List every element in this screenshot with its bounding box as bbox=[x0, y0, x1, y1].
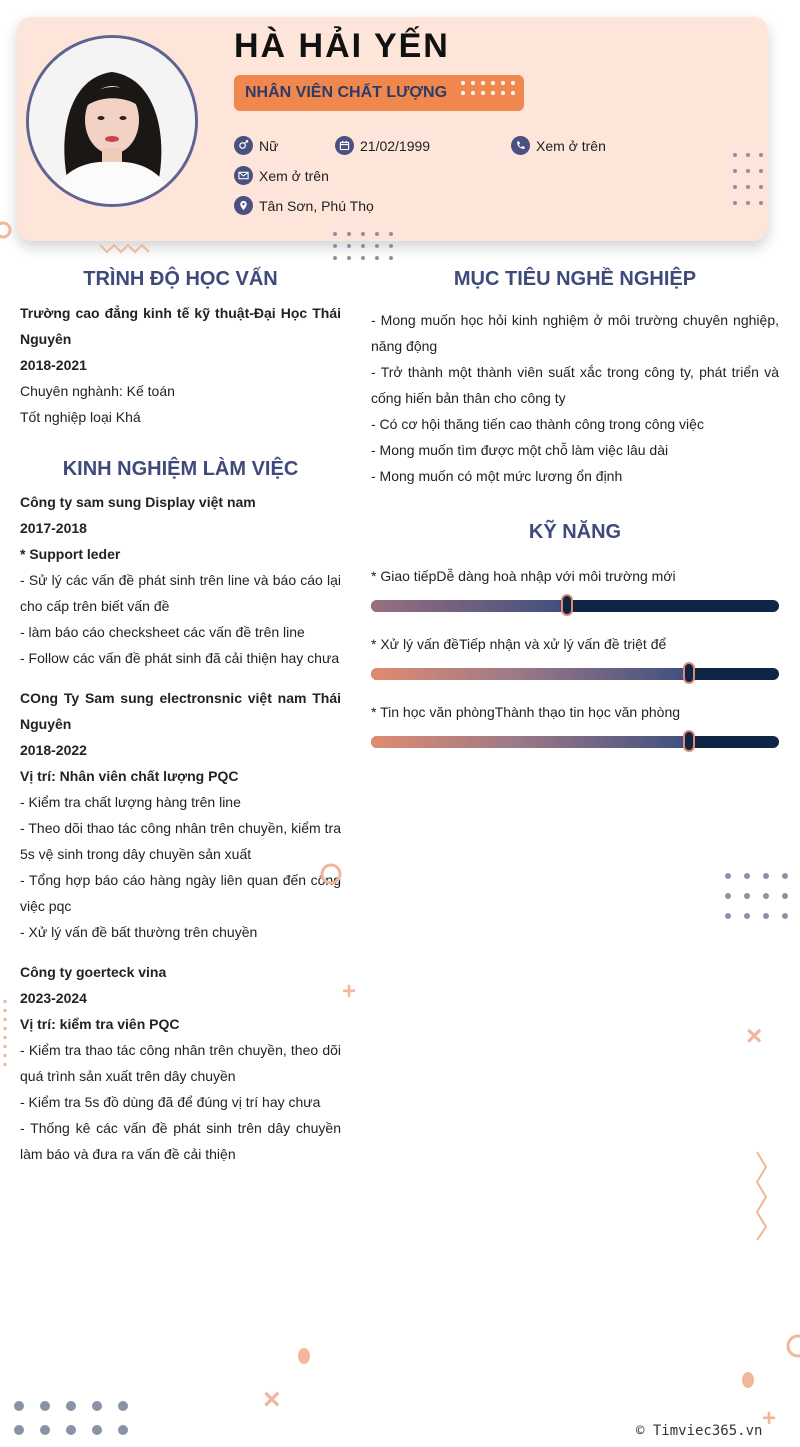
objective-item: - Mong muốn tìm được một chỗ làm việc lâu dài bbox=[371, 442, 669, 458]
job-task: - làm báo cáo checksheet các vấn đề trên line bbox=[20, 624, 305, 640]
phone-icon bbox=[511, 136, 530, 155]
calendar-icon bbox=[335, 136, 354, 155]
plus-decoration-bottom: + bbox=[762, 1405, 777, 1432]
skill-label: * Xử lý vấn đềTiếp nhận và xử lý vấn đề triệt để bbox=[371, 636, 667, 652]
footer-credit: © Timviec365.vn bbox=[636, 1423, 763, 1439]
zigzag-vertical-decoration bbox=[754, 1150, 770, 1242]
gender-value: Nữ bbox=[259, 137, 279, 154]
job-role: Vị trí: Nhân viên chất lượng PQC bbox=[20, 768, 239, 784]
gender-row bbox=[234, 136, 278, 155]
avatar-illustration bbox=[29, 38, 195, 204]
job-title: NHÂN VIÊN CHẤT LƯỢNG bbox=[245, 84, 448, 101]
job-period: 2018-2022 bbox=[20, 742, 87, 758]
email-value: Xem ở trên bbox=[259, 167, 329, 184]
ring-decoration-right bbox=[782, 1330, 800, 1362]
experience-section bbox=[20, 489, 341, 1167]
cross-decoration: × bbox=[746, 1020, 763, 1051]
skill-label: * Giao tiếpDễ dàng hoà nhập với môi trường mới bbox=[371, 568, 676, 584]
objective-item: - Mong muốn có một mức lương ổn định bbox=[371, 468, 623, 484]
ring-decoration-left bbox=[0, 219, 14, 241]
profile-photo bbox=[26, 35, 198, 207]
ring-decoration-center bbox=[320, 861, 342, 887]
skills-title: KỸ NĂNG bbox=[528, 521, 622, 543]
education-grade: Tốt nghiệp loại Khá bbox=[20, 409, 141, 425]
job-task: - Theo dõi thao tác công nhân trên chuyền, kiểm tra 5s vệ sinh trong dây chuyền sản xuất bbox=[20, 820, 341, 862]
candidate-name: HÀ HẢI YẾN bbox=[234, 27, 450, 65]
skill-bar bbox=[371, 668, 779, 680]
job-task: - Follow các vấn đề phát sinh đã cải thiện hay chưa bbox=[20, 650, 340, 666]
bottom-dots-decoration bbox=[14, 1401, 128, 1435]
skill-bar-fill bbox=[371, 668, 689, 680]
cross-decoration-bottom: × bbox=[263, 1383, 281, 1416]
education-title: TRÌNH ĐỘ HỌC VẤN bbox=[83, 268, 278, 290]
job-task: - Kiểm tra chất lượng hàng trên line bbox=[20, 794, 241, 810]
job-role: * Support leder bbox=[20, 546, 121, 562]
address-value: Tân Sơn, Phú Thọ bbox=[259, 197, 374, 214]
objective-section bbox=[371, 307, 779, 489]
experience-title: KINH NGHIỆM LÀM VIỆC bbox=[62, 458, 299, 480]
header-dots-decoration bbox=[733, 153, 763, 205]
oval-decoration-small bbox=[740, 1370, 756, 1390]
education-period: 2018-2021 bbox=[20, 357, 87, 373]
job-task: - Tổng hợp báo cáo hàng ngày liên quan đến công việc pqc bbox=[20, 872, 341, 914]
objective-title: MỤC TIÊU NGHỀ NGHIỆP bbox=[453, 268, 697, 290]
job-period: 2023-2024 bbox=[20, 990, 87, 1006]
skill-bar-fill bbox=[371, 600, 567, 612]
right-dots-decoration bbox=[725, 873, 788, 919]
skill-bar-fill bbox=[371, 736, 689, 748]
objective-item: - Mong muốn học hỏi kinh nghiệm ở môi trường chuyên nghiệp, năng động bbox=[371, 312, 779, 354]
skill-label: * Tin học văn phòngThành thạo tin học văn phòng bbox=[371, 704, 681, 720]
job-role: Vị trí: kiểm tra viên PQC bbox=[20, 1016, 180, 1032]
job-title-badge bbox=[234, 75, 524, 111]
profile-header bbox=[17, 17, 768, 241]
job-company: COng Ty Sam sung electronsnic việt nam Thái Nguyên bbox=[20, 690, 341, 732]
skill-bar bbox=[371, 736, 779, 748]
email-row bbox=[234, 166, 329, 185]
mail-icon bbox=[234, 166, 253, 185]
skill-bar-knob bbox=[561, 594, 573, 616]
badge-dots-decoration bbox=[461, 81, 515, 95]
skill-bar-knob bbox=[683, 662, 695, 684]
address-row bbox=[234, 196, 374, 215]
job-task: - Kiểm tra thao tác công nhân trên chuyền, theo dõi quá trình sản xuất trên dây chuyền bbox=[20, 1042, 341, 1084]
education-major: Chuyên nghành: Kế toán bbox=[20, 383, 175, 399]
dotted-line-decoration bbox=[0, 998, 10, 1070]
gender-icon bbox=[234, 136, 253, 155]
education-school: Trường cao đẳng kinh tế kỹ thuật-Đại Học Thái Nguyên bbox=[20, 305, 341, 347]
objective-item: - Có cơ hội thăng tiến cao thành công trong công việc bbox=[371, 416, 704, 432]
education-section bbox=[20, 300, 341, 430]
job-task: - Kiểm tra 5s đồ dùng đã để đúng vị trí hay chưa bbox=[20, 1094, 321, 1110]
job-company: Công ty sam sung Display việt nam bbox=[20, 494, 256, 510]
phone-row bbox=[511, 136, 606, 155]
zigzag-decoration bbox=[100, 243, 154, 255]
job-task: - Thống kê các vấn đề phát sinh trên dây chuyền làm báo và đưa ra vấn đề cải thiện bbox=[20, 1120, 341, 1162]
center-dots-decoration bbox=[333, 232, 393, 260]
job-company: Công ty goerteck vina bbox=[20, 964, 167, 980]
birthday-row bbox=[335, 136, 430, 155]
birthday-value: 21/02/1999 bbox=[360, 137, 431, 154]
skill-bar-knob bbox=[683, 730, 695, 752]
job-period: 2017-2018 bbox=[20, 520, 87, 536]
objective-item: - Trở thành một thành viên suất xắc trong công ty, phát triển và cống hiến bản thân cho công ty bbox=[371, 364, 779, 406]
location-pin-icon bbox=[234, 196, 253, 215]
skill-bar bbox=[371, 600, 779, 612]
plus-decoration: + bbox=[342, 978, 357, 1005]
job-task: - Sử lý các vấn đề phát sinh trên line và báo cáo lại cho cấp trên biết vấn đề bbox=[20, 572, 341, 614]
phone-value: Xem ở trên bbox=[536, 137, 606, 154]
oval-decoration bbox=[296, 1346, 312, 1366]
job-task: - Xử lý vấn đề bất thường trên chuyền bbox=[20, 924, 258, 940]
